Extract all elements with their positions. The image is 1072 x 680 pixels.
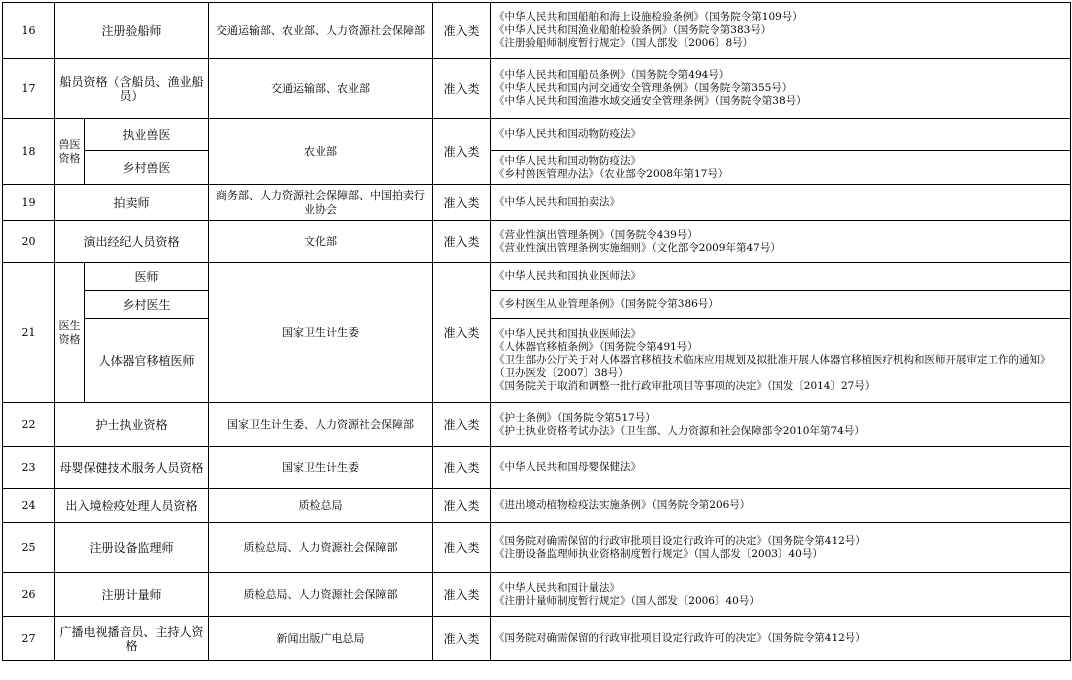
department: 质检总局 — [209, 489, 433, 523]
legal-basis — [491, 523, 1071, 573]
law-item: 《中华人民共和国动物防疫法》 — [494, 154, 642, 167]
row-number: 19 — [3, 185, 55, 221]
qualification-name: 注册验船师 — [55, 3, 209, 59]
department: 国家卫生计生委 — [209, 263, 433, 403]
table-row — [3, 523, 1071, 573]
department: 新闻出版广电总局 — [209, 617, 433, 661]
group-name: 兽医资格 — [55, 119, 85, 185]
legal-basis — [491, 59, 1071, 119]
law-item: 《乡村兽医管理办法》（农业部令2008年第17号） — [494, 167, 729, 180]
legal-basis — [491, 403, 1071, 447]
legal-basis — [491, 489, 1071, 523]
category: 准入类 — [433, 263, 491, 403]
category: 准入类 — [433, 447, 491, 489]
table-row — [3, 185, 1071, 221]
law-item: 《中华人民共和国船员条例》（国务院令第494号） — [494, 69, 730, 81]
law-item: 《营业性演出管理条例实施细则》（文化部令2009年第47号） — [494, 241, 781, 254]
department: 交通运输部、农业部 — [209, 59, 433, 119]
law-item: 《中华人民共和国执业医师法》 — [494, 270, 642, 282]
group-name: 医生资格 — [55, 263, 85, 403]
legal-basis — [491, 319, 1071, 403]
law-item: 《国务院对确需保留的行政审批项目设定行政许可的决定》（国务院令第412号） — [494, 534, 866, 547]
table-row — [3, 59, 1071, 119]
law-item: 《中华人民共和国母婴保健法》 — [494, 461, 642, 473]
law-item: 《中华人民共和国执业医师法》 — [494, 328, 642, 340]
table-row — [3, 403, 1071, 447]
law-item: 《中华人民共和国船舶和海上设施检验条例》（国务院令第109号） — [494, 11, 803, 23]
table-row — [3, 447, 1071, 489]
table-row — [3, 573, 1071, 617]
sub-qualification-name: 执业兽医 — [85, 119, 209, 151]
table-row — [3, 3, 1071, 59]
sub-qualification-name: 乡村医生 — [85, 291, 209, 319]
sub-qualification-name: 乡村兽医 — [85, 151, 209, 185]
legal-basis — [491, 291, 1071, 319]
department: 农业部 — [209, 119, 433, 185]
legal-basis — [491, 617, 1071, 661]
law-item: 《护士条例》（国务院令第517号） — [494, 411, 656, 424]
qualification-name: 拍卖师 — [55, 185, 209, 221]
table-row — [3, 263, 1071, 291]
row-number: 26 — [3, 573, 55, 617]
qualification-name: 注册设备监理师 — [55, 523, 209, 573]
department: 文化部 — [209, 221, 433, 263]
row-number: 22 — [3, 403, 55, 447]
table-row — [3, 291, 1071, 319]
law-item: 《中华人民共和国计量法》 — [494, 581, 621, 594]
department: 质检总局、人力资源社会保障部 — [209, 523, 433, 573]
qualification-name: 船员资格（含船员、渔业船员） — [55, 59, 209, 119]
category: 准入类 — [433, 221, 491, 263]
legal-basis — [491, 185, 1071, 221]
department: 国家卫生计生委 — [209, 447, 433, 489]
qualification-name: 演出经纪人员资格 — [55, 221, 209, 263]
category: 准入类 — [433, 59, 491, 119]
law-item: 《中华人民共和国内河交通安全管理条例》（国务院令第355号） — [494, 82, 793, 94]
qualification-name: 护士执业资格 — [55, 403, 209, 447]
law-item: 《卫生部办公厅关于对人体器官移植技术临床应用规划及拟批准开展人体器官移植医疗机构和医师开展审定工作的通知》（卫办医发〔2007〕38号） — [494, 354, 1051, 379]
sub-qualification-name: 人体器官移植医师 — [85, 319, 209, 403]
row-number: 16 — [3, 3, 55, 59]
table-row — [3, 221, 1071, 263]
law-item: 《营业性演出管理条例》（国务院令439号） — [494, 228, 698, 241]
law-item: 《国务院对确需保留的行政审批项目设定行政许可的决定》（国务院令第412号） — [494, 632, 866, 644]
law-item: 《中华人民共和国动物防疫法》 — [494, 128, 642, 140]
law-item: 《中华人民共和国渔港水域交通安全管理条例》（国务院令第38号） — [494, 95, 807, 107]
legal-basis — [491, 151, 1071, 185]
row-number: 21 — [3, 263, 55, 403]
legal-basis — [491, 447, 1071, 489]
law-item: 《注册计量师制度暂行规定》（国人部发〔2006〕40号） — [494, 594, 760, 607]
row-number: 24 — [3, 489, 55, 523]
row-number: 23 — [3, 447, 55, 489]
sub-qualification-name: 医师 — [85, 263, 209, 291]
law-item: 《人体器官移植条例》（国务院令第491号） — [494, 341, 698, 353]
category: 准入类 — [433, 3, 491, 59]
category: 准入类 — [433, 119, 491, 185]
legal-basis — [491, 221, 1071, 263]
category: 准入类 — [433, 617, 491, 661]
category: 准入类 — [433, 523, 491, 573]
category: 准入类 — [433, 489, 491, 523]
legal-basis — [491, 3, 1071, 59]
department: 质检总局、人力资源社会保障部 — [209, 573, 433, 617]
law-item: 《国务院关于取消和调整一批行政审批项目等事项的决定》（国发〔2014〕27号） — [494, 380, 876, 392]
qualification-table — [2, 2, 1071, 661]
legal-basis — [491, 263, 1071, 291]
row-number: 27 — [3, 617, 55, 661]
law-item: 《护士执业资格考试办法》（卫生部、人力资源和社会保障部令2010年第74号） — [494, 424, 865, 437]
department: 交通运输部、农业部、人力资源社会保障部 — [209, 3, 433, 59]
legal-basis — [491, 573, 1071, 617]
qualification-name: 广播电视播音员、主持人资格 — [55, 617, 209, 661]
table-row — [3, 617, 1071, 661]
law-item: 《乡村医生从业管理条例》（国务院令第386号） — [494, 298, 719, 310]
table-row — [3, 151, 1071, 185]
law-item: 《中华人民共和国渔业船舶检验条例》（国务院令第383号） — [494, 24, 772, 36]
law-item: 《中华人民共和国拍卖法》 — [494, 196, 621, 208]
department: 商务部、人力资源社会保障部、中国拍卖行业协会 — [209, 185, 433, 221]
law-item: 《进出境动植物检疫法实施条例》（国务院令第206号） — [494, 499, 751, 511]
table-row — [3, 319, 1071, 403]
qualification-name: 母婴保健技术服务人员资格 — [55, 447, 209, 489]
table-row — [3, 119, 1071, 151]
legal-basis — [491, 119, 1071, 151]
table-row — [3, 489, 1071, 523]
category: 准入类 — [433, 573, 491, 617]
row-number: 17 — [3, 59, 55, 119]
category: 准入类 — [433, 185, 491, 221]
category: 准入类 — [433, 403, 491, 447]
law-item: 《注册设备监理师执业资格制度暂行规定》（国人部发〔2003〕40号） — [494, 547, 823, 560]
qualification-name: 出入境检疫处理人员资格 — [55, 489, 209, 523]
qualification-name: 注册计量师 — [55, 573, 209, 617]
row-number: 20 — [3, 221, 55, 263]
row-number: 25 — [3, 523, 55, 573]
row-number: 18 — [3, 119, 55, 185]
law-item: 《注册验船师制度暂行规定》（国人部发〔2006〕8号） — [494, 37, 754, 49]
department: 国家卫生计生委、人力资源社会保障部 — [209, 403, 433, 447]
